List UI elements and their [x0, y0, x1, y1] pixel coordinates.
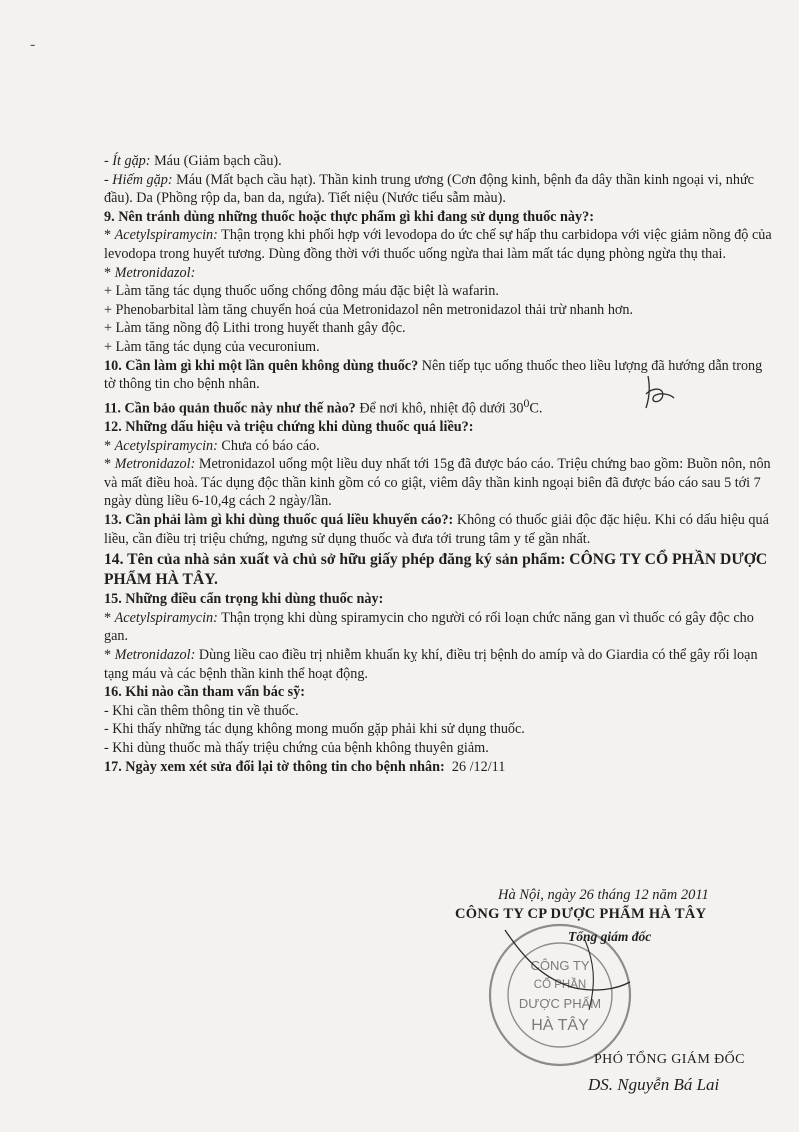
place-date: Hà Nội, ngày 26 tháng 12 năm 2011	[498, 887, 709, 903]
hiem-gap-label: Hiếm gặp:	[112, 171, 173, 188]
hiem-gap-text: Máu (Mất bạch cầu hạt). Thần kinh trung ương (Cơn động kinh, bệnh đa dây thần kinh ngoại vi, nhức đầu). Da (Phồng rộp da, ban da, ngứa). Tiết niệu (Nước tiểu sẫm màu).	[104, 171, 754, 207]
section-9-heading: 9. Nên tránh dùng những thuốc hoặc thực phẩm gì khi đang sử dụng thuốc này?:	[104, 208, 594, 225]
section-13-heading: 13. Cần phải làm gì khi dùng thuốc quá liều khuyến cáo?:	[104, 512, 454, 529]
s16-item: - Khi dùng thuốc mà thấy triệu chứng của bệnh không thuyên giảm.	[104, 739, 489, 756]
acetyl-text: Thận trọng khi phối hợp với levodopa do ức chế sự hấp thu carbidopa với việc giảm nồng độ của levodopa trong huyết tương. Dùng đồng thời với thuốc uống ngừa thai làm mất tác dụng phòng ngừa thụ thai.	[104, 227, 772, 262]
s9-metro-item: + Làm tăng tác dụng của vecuronium.	[104, 338, 320, 355]
acetyl-label: Acetylspiramycin:	[114, 609, 218, 626]
s9-acetyl: * Acetylspiramycin: Thận trọng khi phối hợp với levodopa do ức chế sự hấp thu carbidopa với việc giảm nồng độ của levodopa trong huyết tương. Dùng đồng thời với thuốc uống ngừa thai làm mất tác dụng phòng ngừa thụ thai.	[104, 227, 772, 262]
section-17	[104, 758, 772, 777]
s9-metro-item: + Làm tăng nồng độ Lithi trong huyết thanh gây độc.	[104, 320, 406, 337]
scan-mark: -	[30, 36, 36, 53]
section-17-heading: 17. Ngày xem xét sửa đổi lại tờ thông tin cho bệnh nhân:	[104, 758, 445, 775]
s8-it-gap: - Ít gặp: Máu (Giảm bạch cầu).	[104, 153, 282, 169]
section-14-heading: 14. Tên của nhà sản xuất và chủ sở hữu giấy phép đăng ký sản phẩm: CÔNG TY CỔ PHẦN DƯỢC PHẨM HÀ TÂY.	[104, 551, 768, 589]
section-15-heading: 15. Những điều cẩn trọng khi dùng thuốc này:	[104, 591, 384, 608]
s12-acetyl: * Acetylspiramycin: Chưa có báo cáo.	[104, 437, 320, 454]
s12-metro: * Metronidazol: Metronidazol uống một liều duy nhất tới 15g đã được báo cáo. Triệu chứng bao gồm: Buồn nôn, nôn và mất điều hoà. Tác dụng độc thần kinh gồm có co giật, viêm dây thần kinh ngoại biên đã được báo cáo sau 5 tới 7 ngày dùng liều 6-10,4g cách 2 ngày/lần.	[104, 456, 771, 510]
metro-text: Metronidazol uống một liều duy nhất tới 15g đã được báo cáo. Triệu chứng bao gồm: Buồn nôn, nôn và mất điều hoà. Tác dụng độc thần kinh gồm có co giật, viêm dây thần kinh ngoại biên đã được báo cáo sau 5 tới 7 ngày dùng liều 6-10,4g cách 2 ngày/lần.	[104, 456, 771, 510]
s16-item: - Khi cần thêm thông tin về thuốc.	[104, 702, 299, 719]
section-12-heading: 12. Những dấu hiệu và triệu chứng khi dùng thuốc quá liều?:	[104, 419, 474, 436]
s8-hiem-gap: - Hiếm gặp: Máu (Mất bạch cầu hạt). Thần kinh trung ương (Cơn động kinh, bệnh đa dây thần kinh ngoại vi, nhức đầu). Da (Phồng rộp da, ban da, ngứa). Tiết niệu (Nước tiểu sẫm màu).	[104, 171, 754, 207]
s9-metro-item: + Phenobarbital làm tăng chuyển hoá của Metronidazol nên metronidazol thải trừ nhanh hơn.	[104, 301, 634, 318]
section-10-text: Nên tiếp tục uống thuốc theo liều lượng đã hướng dẫn trong tờ thông tin cho bệnh nhân.	[104, 357, 763, 393]
review-date: 26 /12/11	[451, 758, 506, 775]
it-gap-label: Ít gặp:	[112, 153, 151, 169]
section-11-heading: 11. Cần bảo quản thuốc này như thế nào?	[104, 400, 356, 417]
section-13	[104, 511, 772, 548]
metro-text: Dùng liều cao điều trị nhiễm khuẩn kỵ khí, điều trị bệnh do amíp và do Giardia có thể gây rối loạn tạng máu và các bệnh thần kinh thể hoạt động.	[104, 646, 758, 682]
s9-metro-label: * Metronidazol:	[104, 264, 196, 281]
section-13-text: Không có thuốc giải độc đặc hiệu. Khi có dấu hiệu quá liều, cần điều trị triệu chứng, ngưng sử dụng thuốc và đưa tới trung tâm y tế gần nhất.	[104, 512, 769, 547]
section-11	[104, 394, 772, 418]
metro-label: Metronidazol:	[114, 456, 196, 473]
signer-name: DS. Nguyễn Bá Lai	[588, 1075, 720, 1094]
vice-director-title: PHÓ TỔNG GIÁM ĐỐC	[594, 1052, 745, 1067]
degree-sup: 0	[523, 395, 530, 410]
svg-text:DƯỢC PHẨM: DƯỢC PHẨM	[518, 996, 602, 1011]
document-body	[104, 152, 772, 776]
metro-label: Metronidazol:	[114, 646, 196, 663]
s15-metro: * Metronidazol: Dùng liều cao điều trị nhiễm khuẩn kỵ khí, điều trị bệnh do amíp và do Giardia có thể gây rối loạn tạng máu và các bệnh thần kinh thể hoạt động.	[104, 646, 758, 682]
section-10-heading: 10. Cần làm gì khi một lần quên không dùng thuốc?	[104, 357, 419, 374]
s9-metro-item: + Làm tăng tác dụng thuốc uống chống đông máu đặc biệt là wafarin.	[104, 283, 499, 300]
company-name: CÔNG TY CP DƯỢC PHẨM HÀ TÂY	[455, 906, 707, 922]
acetyl-label: Acetylspiramycin:	[114, 437, 218, 454]
acetyl-text: Chưa có báo cáo.	[217, 437, 320, 454]
svg-text:CÔNG TY: CÔNG TY	[530, 958, 590, 973]
section-16-heading: 16. Khi nào cần tham vấn bác sỹ:	[104, 684, 306, 701]
svg-text:CỔ PHẦN: CỔ PHẦN	[533, 979, 587, 991]
acetyl-text: Thận trọng khi dùng spiramycin cho người có rối loạn chức năng gan vì thuốc có gây độc cho gan.	[104, 609, 754, 645]
it-gap-text: Máu (Giảm bạch cầu).	[150, 153, 282, 169]
svg-text:HÀ TÂY: HÀ TÂY	[531, 1017, 589, 1034]
s16-item: - Khi thấy những tác dụng không mong muốn gặp phải khi sử dụng thuốc.	[104, 721, 525, 738]
metro-label: Metronidazol:	[114, 264, 196, 281]
temp-unit: C.	[529, 400, 543, 417]
section-10	[104, 357, 772, 394]
acetyl-label: Acetylspiramycin:	[114, 227, 218, 244]
role-title: Tổng giám đốc	[568, 929, 652, 944]
section-11-text: Để nơi khô, nhiệt độ dưới 30	[355, 400, 524, 417]
s15-acetyl: * Acetylspiramycin: Thận trọng khi dùng spiramycin cho người có rối loạn chức năng gan vì thuốc có gây độc cho gan.	[104, 609, 754, 645]
